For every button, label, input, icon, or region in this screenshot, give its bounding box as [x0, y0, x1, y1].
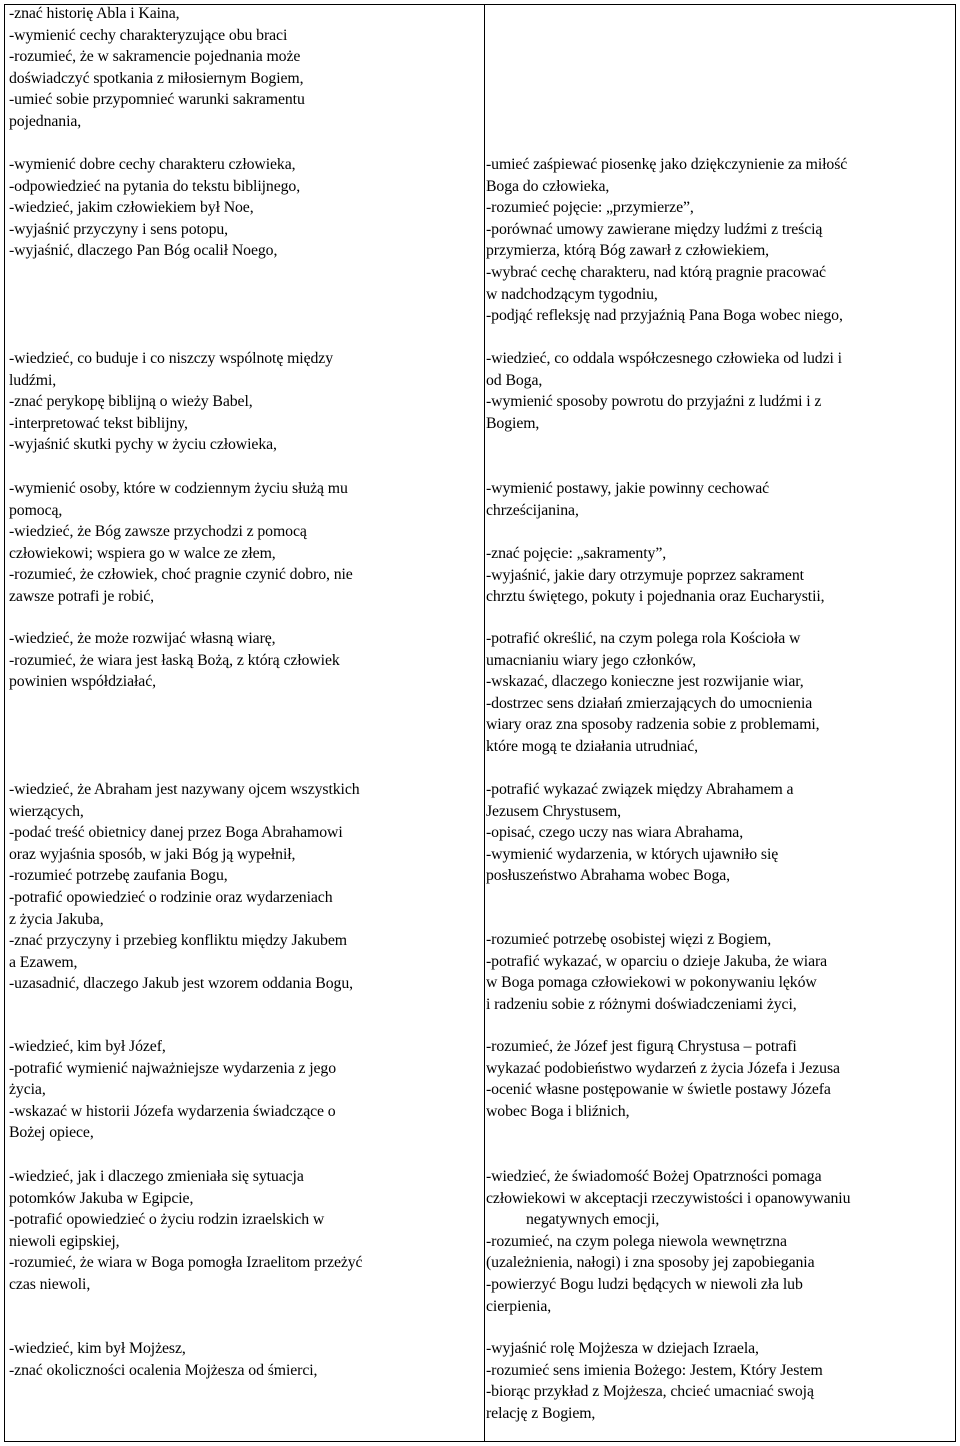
text-line: -uzasadnić, dlaczego Jakub jest wzorem oddania Bogu, [9, 975, 353, 993]
text-line: wiary oraz zna sposoby radzenia sobie z problemami, [486, 716, 820, 734]
left-block-wiara [9, 628, 340, 693]
text-line: -znać okoliczności ocalenia Mojżesza od śmierci, [9, 1361, 318, 1379]
text-line: wierzących, [9, 802, 84, 820]
text-line: -wybrać cechę charakteru, nad którą pragnie pracować [486, 263, 826, 281]
text-line: -wiedzieć, jak i dlaczego zmieniała się sytuacja [9, 1168, 304, 1185]
left-block-mojzesz [9, 1338, 317, 1381]
text-line: -dostrzec sens działań zmierzających do umocnienia [486, 694, 813, 712]
text-line: -podać treść obietnicy danej przez Boga Abrahamowi [9, 824, 343, 842]
text-line: pojednania, [9, 112, 82, 130]
text-line: -wiedzieć, kim był Mojżesz, [9, 1340, 186, 1357]
text-line: potomków Jakuba w Egipcie, [9, 1189, 194, 1207]
text-line: -potrafić opowiedzieć o życiu rodzin izraelskich w [9, 1211, 325, 1229]
text-line: życia, [9, 1081, 46, 1099]
text-line: -rozumieć potrzebę zaufania Bogu, [9, 867, 228, 885]
text-line: -potrafić wykazać, w oparciu o dzieje Jakuba, że wiara [486, 952, 828, 970]
right-block-sakramenty [486, 543, 825, 608]
text-line: w Boga pomaga człowiekowi w pokonywaniu lęków [486, 974, 817, 992]
text-line: -rozumieć, na czym polega niewola wewnętrzna [486, 1232, 787, 1250]
text-line: niewoli egipskiej, [9, 1232, 120, 1250]
text-line: -wyjaśnić, dlaczego Pan Bóg ocalił Noego, [9, 242, 278, 260]
text-line: -umieć zaśpiewać piosenkę jako dziękczynienie za miłość [486, 156, 848, 173]
text-line: -potrafić określić, na czym polega rola Kościoła w [486, 630, 801, 647]
text-line: -wiedzieć, co buduje i co niszczy wspólnotę między [9, 350, 333, 367]
text-line: -wymienić postawy, jakie powinny cechować [486, 480, 770, 497]
text-line: oraz wyjaśnia sposób, w jaki Bóg ją wypełnił, [9, 845, 296, 863]
text-line: Jezusem Chrystusem, [486, 802, 621, 820]
text-line: -biorąc przykład z Mojżesza, chcieć umacniać swoją [486, 1383, 814, 1401]
left-block-abel-kain [9, 3, 305, 133]
text-line: -potrafić wykazać związek między Abrahamem a [486, 781, 794, 798]
text-line: -rozumieć potrzebę osobistej więzi z Bogiem, [486, 931, 772, 948]
text-line: -wiedzieć, kim był Józef, [9, 1038, 166, 1055]
text-line: Boga do człowieka, [486, 177, 610, 195]
text-line: w nadchodzącym tygodniu, [486, 285, 658, 303]
text-line: -porównać umowy zawierane między ludźmi z treścią [486, 220, 823, 238]
text-line: -wymienić wydarzenia, w których ujawniło się [486, 845, 779, 863]
text-line: od Boga, [486, 371, 543, 389]
text-line: relację z Bogiem, [486, 1404, 596, 1422]
text-line: -interpretować tekst biblijny, [9, 414, 188, 432]
text-line: i radzeniu sobie z różnymi doświadczeniami życi, [486, 995, 797, 1013]
right-block-przymierze [486, 154, 847, 327]
text-line: umacnianiu wiary jego członków, [486, 651, 696, 669]
left-block-babel [9, 348, 333, 456]
right-block-kosciol [486, 628, 820, 758]
text-line: -podjąć refleksję nad przyjaźnią Pana Boga wobec niego, [486, 307, 843, 325]
right-block-mojzesz [486, 1338, 823, 1424]
text-line: -wiedzieć, że Abraham jest nazywany ojcem wszystkich [9, 781, 360, 798]
text-line: Bożej opiece, [9, 1124, 94, 1142]
text-line: -wiedzieć, że świadomość Bożej Opatrzności pomaga [486, 1168, 822, 1185]
text-line: które mogą te działania utrudniać, [486, 737, 698, 755]
text-line: pomocą, [9, 501, 63, 519]
text-line: ludźmi, [9, 371, 57, 389]
text-line: -wymienić cechy charakteryzujące obu braci [9, 26, 288, 44]
text-line: -wyjaśnić przyczyny i sens potopu, [9, 220, 229, 238]
text-line: (uzależnienia, nałogi) i zna sposoby jej zapobiegania [486, 1254, 815, 1272]
text-line: cierpienia, [486, 1297, 552, 1315]
text-line: -wiedzieć, że Bóg zawsze przychodzi z pomocą [9, 523, 307, 541]
text-line: -wymienić sposoby powrotu do przyjaźni z ludźmi i z [486, 393, 822, 411]
right-block-jakub [486, 929, 827, 1015]
text-line: -rozumieć pojęcie: „przymierze”, [486, 199, 694, 217]
text-line: -umieć sobie przypomnieć warunki sakramentu [9, 91, 305, 109]
text-line: -potrafić opowiedzieć o rodzinie oraz wydarzeniach [9, 888, 333, 906]
text-line: -potrafić wymienić najważniejsze wydarzenia z jego [9, 1059, 337, 1077]
text-line: -wiedzieć, co oddala współczesnego człowieka od ludzi i [486, 350, 842, 367]
right-block-opatrznosc [486, 1166, 850, 1317]
text-line: -powierzyć Bogu ludzi będących w niewoli zła lub [486, 1275, 803, 1293]
text-line: negatywnych emocji, [526, 1211, 660, 1229]
text-line: -wyjaśnić rolę Mojżesza w dziejach Izraela, [486, 1340, 759, 1357]
text-line: -wskazać, dlaczego konieczne jest rozwijanie wiar, [486, 673, 804, 691]
text-line: czas niewoli, [9, 1275, 91, 1293]
text-line: -wyjaśnić, jakie dary otrzymuje poprzez sakrament [486, 566, 804, 584]
text-line: -znać historię Abla i Kaina, [9, 5, 180, 22]
text-line: doświadczyć spotkania z miłosiernym Bogiem, [9, 69, 304, 87]
text-line: -znać pojęcie: „sakramenty”, [486, 545, 667, 562]
text-line: Bogiem, [486, 414, 540, 432]
text-line: zawsze potrafi je robić, [9, 587, 154, 605]
text-line: -rozumieć sens imienia Bożego: Jestem, Który Jestem [486, 1361, 823, 1379]
text-line: człowiekowi w akceptacji rzeczywistości i opanowywaniu [486, 1189, 851, 1207]
text-line: -odpowiedzieć na pytania do tekstu biblijnego, [9, 177, 301, 195]
text-line: -wymienić osoby, które w codziennym życiu służą mu [9, 480, 348, 497]
right-block-przyjazn [486, 348, 842, 434]
text-line: -rozumieć, że wiara jest łaską Bożą, z którą człowiek [9, 651, 340, 669]
text-line: -ocenić własne postępowanie w świetle postawy Józefa [486, 1081, 831, 1099]
column-divider [484, 5, 485, 1441]
text-line: z życia Jakuba, [9, 910, 104, 928]
text-line: -rozumieć, że w sakramencie pojednania może [9, 48, 301, 66]
right-block-jozef [486, 1036, 840, 1122]
text-line: -wyjaśnić skutki pychy w życiu człowieka, [9, 436, 277, 454]
text-line: chrztu świętego, pokuty i pojednania oraz Eucharystii, [486, 588, 825, 606]
text-line: -wiedzieć, że może rozwijać własną wiarę, [9, 630, 276, 647]
text-line: -rozumieć, że wiara w Boga pomogła Izraelitom przeżyć [9, 1254, 363, 1272]
text-line: -znać perykopę biblijną o wieży Babel, [9, 393, 253, 411]
left-block-jozef [9, 1036, 336, 1144]
text-line: -wskazać w historii Józefa wydarzenia świadczące o [9, 1102, 336, 1120]
text-line: -znać przyczyny i przebieg konfliktu między Jakubem [9, 932, 347, 950]
text-line: -wymienić dobre cechy charakteru człowieka, [9, 156, 296, 173]
left-block-noe [9, 154, 300, 262]
text-line: powinien współdziałać, [9, 673, 156, 691]
text-line: -rozumieć, że Józef jest figurą Chrystusa – potrafi [486, 1038, 797, 1055]
text-line: -rozumieć, że człowiek, choć pragnie czynić dobro, nie [9, 566, 353, 584]
text-line: wykazać podobieństwo wydarzeń z życia Józefa i Jezusa [486, 1059, 840, 1077]
right-block-postawy [486, 478, 769, 521]
left-block-abraham-jakub [9, 779, 360, 995]
text-line: a Ezawem, [9, 953, 78, 971]
text-line: przymierza, którą Bóg zawarł z człowiekiem, [486, 242, 769, 260]
right-block-abraham [486, 779, 793, 887]
text-line: chrześcijanina, [486, 501, 579, 519]
text-line: człowiekowi; wspiera go w walce ze złem, [9, 544, 276, 562]
text-line: -opisać, czego uczy nas wiara Abrahama, [486, 824, 744, 842]
text-line: wobec Boga i bliźnich, [486, 1102, 630, 1120]
left-block-pomoc [9, 478, 353, 608]
text-line: -wiedzieć, jakim człowiekiem był Noe, [9, 199, 254, 217]
left-block-egipt [9, 1166, 362, 1296]
text-line: posłuszeństwo Abrahama wobec Boga, [486, 867, 731, 885]
